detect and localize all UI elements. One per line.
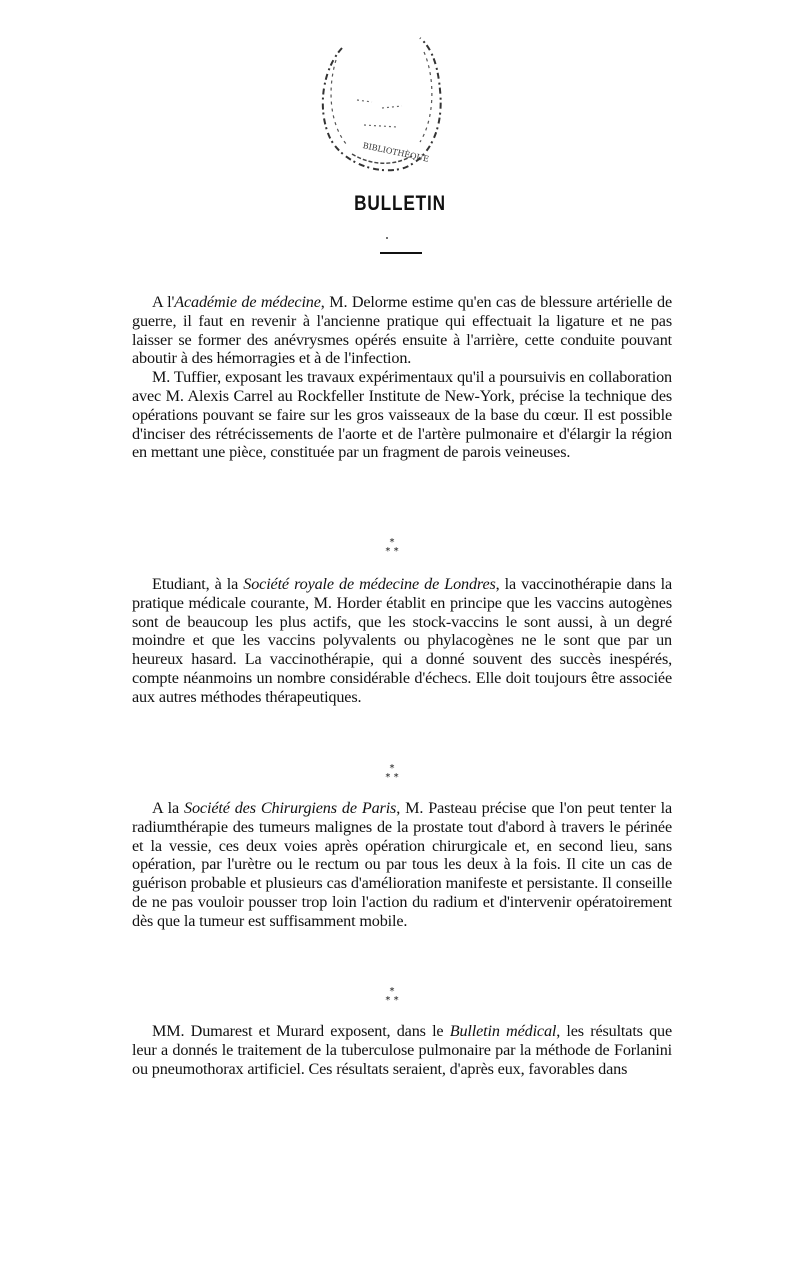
text-run: , les résultats que leur a donnés le traitement de la tuberculose pulmonaire par la méthode de Forlanini ou pneumothorax artificiel. Ces résultats seraient, d'après eux, favorables dans [132, 1022, 673, 1078]
asterism-2: * * * [385, 763, 399, 783]
section-bulletin-medical [132, 1022, 672, 1078]
title-rule [380, 252, 422, 254]
paragraph [132, 575, 672, 707]
title-dot [386, 237, 388, 239]
text-run: A l' [152, 293, 175, 311]
paragraph [132, 368, 672, 462]
library-stamp [312, 30, 447, 180]
section-academie [132, 293, 672, 462]
text-run: Etudiant, à la [152, 575, 244, 593]
paragraph [132, 293, 672, 368]
section-chirurgiens [132, 799, 672, 931]
stamp-text: BIBLIOTHÈQUE [362, 140, 430, 164]
asterism-1: * * * [385, 537, 399, 557]
text-run: M. Tuffier, exposant les travaux expérimentaux qu'il a poursuivis en collaboration avec M. Alexis Carrel au Rockfeller Institute de New-York, précise la technique des opérations pouvant se faire sur les gros vaisseaux de la base du cœur. Il est possible d'inciser des rétrécissements de l'aorte et de l'artère pulmonaire et d'élargir la région en mettant une pièce, constituée par un fragment de parois veineuses. [132, 368, 672, 462]
italic-title: Académie de médecine [174, 293, 321, 311]
italic-title: Société des Chirurgiens de Paris [184, 799, 397, 817]
text-run: , M. Delorme estime qu'en cas de blessure artérielle de guerre, il faut en revenir à l'ancienne pratique qui effectuait la ligature et ne pas laisser se former des anévrysmes opérés ensuite à l'arrière, cette conduite pouvant aboutir à des hémorragies et à de l'infection. [132, 293, 672, 368]
text-run: , M. Pasteau précise que l'on peut tenter la radiumthérapie des tumeurs malignes de la prostate tout d'abord à travers le périnée et la vessie, ces deux voies après opération chirurgicale et, en second lieu, sans opération, par l'urètre ou le rectum ou par tous les deux à la fois. Il cite un cas de guérison probable et plusieurs cas d'amélioration manifeste et persistante. Il conseille de ne pas vouloir pousser trop loin l'action du radium et d'intervenir opératoirement dès que la tumeur est suffisamment mobile. [132, 799, 672, 930]
text-run: A la [152, 799, 185, 817]
text-run: MM. Dumarest et Murard exposent, dans le [152, 1022, 450, 1040]
section-londres [132, 575, 672, 707]
text-run: , la vaccinothérapie dans la pratique médicale courante, M. Horder établit en principe que les vaccins autogènes sont de beaucoup les plus actifs, que les stock-vaccins le sont aussi, à un degré moindre et que les vaccins polyvalents ou phylacogènes ne le sont que par un heureux hasard. La vaccinothérapie, qui a donné souvent des succès inespérés, compte néanmoins un nombre considérable d'échecs. Elle doit toujours être associée aux autres méthodes thérapeutiques. [132, 575, 673, 706]
italic-title: Bulletin médical [449, 1022, 557, 1040]
asterism-3: * * * [385, 986, 399, 1006]
paragraph [132, 799, 672, 931]
italic-title: Société royale de médecine de Londres [243, 575, 496, 593]
paragraph [132, 1022, 672, 1078]
page-title: BULLETIN [354, 192, 446, 215]
